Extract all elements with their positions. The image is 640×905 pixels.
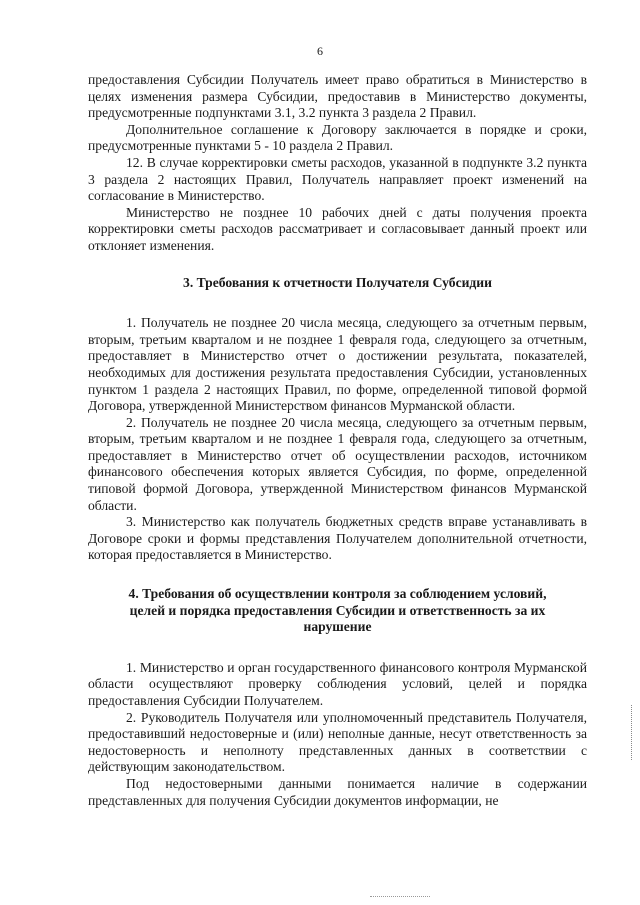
scan-artifact-mark (631, 705, 635, 760)
section-3-item-1: 1. Получатель не позднее 20 числа месяца, следующего за отчетным первым, вторым, третьим кварталом и не позднее 1 февраля года, следующего за отчетным, предоставляет в Министерство отчет о достижении результата, показателей, необходимых для достижения результата предоставления Субсидии, установленных пунктом 1 раздела 2 настоящих Правил, по форме, определенной типовой формой Договора, утвержденной Министерством финансов Мурманской области. (88, 315, 587, 414)
document-body (88, 72, 587, 809)
section-4-title-line-1: 4. Требования об осуществлении контроля за соблюдением условий, (128, 586, 547, 602)
paragraph-item-12: 12. В случае корректировки сметы расходов, указанной в подпункте 3.2 пункта 3 раздела 2 настоящих Правил, Получатель направляет проект изменений на согласование в Министерство. (88, 154, 587, 204)
section-4-item-1: 1. Министерство и орган государственного финансового контроля Мурманской области осуществляют проверку соблюдения условий, целей и порядка предоставления Субсидии Получателем. (88, 659, 587, 708)
section-3-item-3: 3. Министерство как получатель бюджетных средств вправе устанавливать в Договоре сроки и формы представления Получателем дополнительной отчетности, которая предоставляется в Министерство. (88, 514, 587, 563)
scan-artifact-line (370, 896, 430, 898)
page-number: 6 (317, 44, 323, 58)
section-4-item-2: 2. Руководитель Получателя или уполномоченный представитель Получателя, предоставивший недостоверные и (или) неполные данные, несут ответственность за недостоверность и неполноту представленных данных в соответствии с действующим законодательством. (88, 709, 587, 775)
section-3-title: 3. Требования к отчетности Получателя Субсидии (183, 274, 492, 290)
section-4-title-line-2: целей и порядка предоставления Субсидии и ответственность за их (129, 602, 546, 618)
section-4-title-line-3: нарушение (303, 619, 372, 635)
section-3-item-2: 2. Получатель не позднее 20 числа месяца, следующего за отчетным первым, вторым, третьим кварталом и не позднее 1 февраля года, следующего за отчетным, предоставляет в Министерство отчет об осуществлении расходов, источником финансового обеспечения которых является Субсидия, по форме, определенной типовой формой Договора, утвержденной Министерством финансов Мурманской области. (88, 414, 587, 513)
section-4-unreliable-data: Под недостоверными данными понимается наличие в содержании представленных для получения Субсидии документов информации, не (88, 775, 587, 808)
paragraph-continuation: предоставления Субсидии Получатель имеет право обратиться в Министерство в целях изменения размера Субсидии, предоставив в Министерство документы, предусмотренные подпунктами 3.1, 3.2 пункта 3 раздела 2 Правил. (88, 72, 587, 121)
section-4-title (88, 586, 587, 636)
paragraph-additional-agreement: Дополнительное соглашение к Договору заключается в порядке и сроки, предусмотренные пунктами 5 - 10 раздела 2 Правил. (88, 121, 587, 154)
paragraph-ministry-review: Министерство не позднее 10 рабочих дней с даты получения проекта корректировки сметы расходов рассматривает и согласовывает данный проект или отклоняет изменения. (88, 204, 587, 253)
